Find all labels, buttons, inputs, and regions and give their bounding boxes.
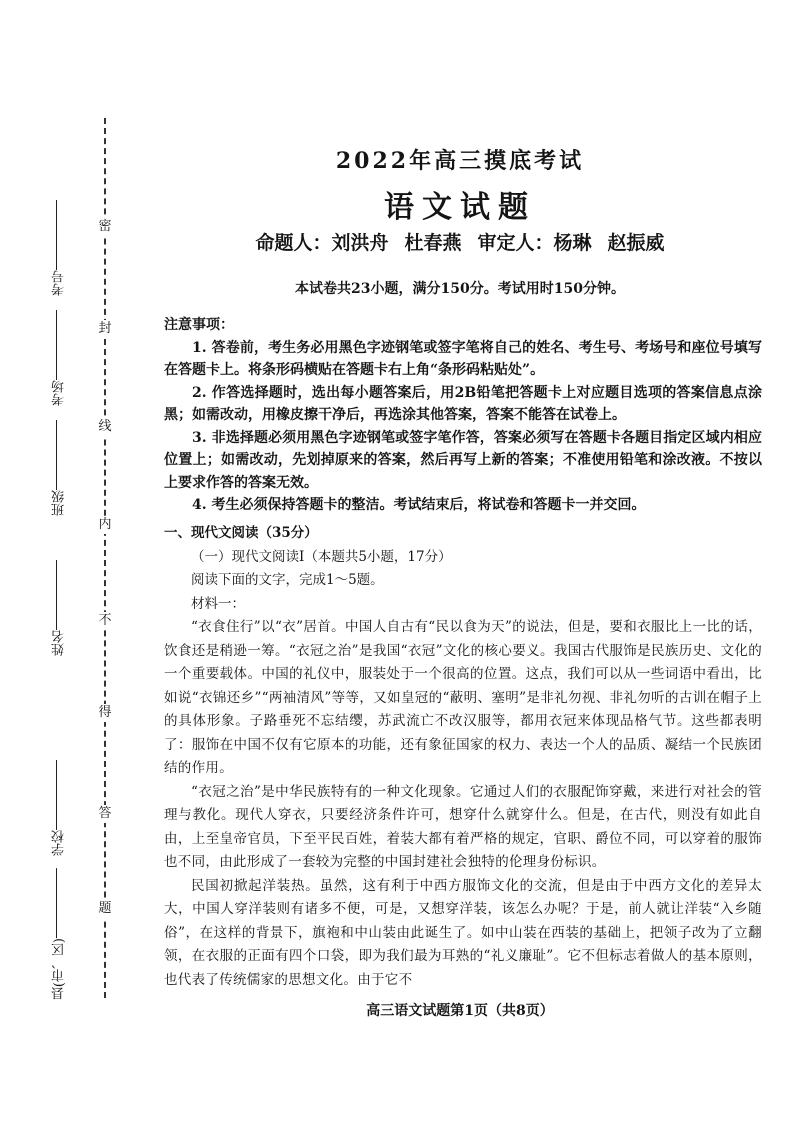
author-2: 杜春燕: [404, 232, 462, 254]
note-item: 2. 作答选择题时，选出每小题答案后，用2B铅笔把答题卡上对应题目选项的答案信息点涂黑；如需改动，用橡皮擦干净后，再选涂其他答案，答案不能答在试卷上。: [164, 384, 762, 423]
paragraph: 民国初掀起洋装热。虽然，这有利于中西方服饰文化的交流，但是由于中西方文化的差异太大，中国人穿洋装则有诸多不便，可是，又想穿洋装，该怎么办呢？于是，前人就让洋装“入乡随俗”，在这样的背景下，旗袍和中山装由此诞生了。如中山装在西装的基础上，把领子改为了立翻领，在衣服的正面有四个口袋，即为我们最为耳熟的“礼义廉耻”。它不但标志着做人的基本原则，也代表了传统儒家的思想文化。由于它不: [164, 877, 762, 988]
exam-info: 本试卷共23小题，满分150分。考试用时150分钟。: [295, 281, 625, 297]
note-item: 3. 非选择题必须用黑色字迹钢笔或签字笔作答，答案必须写在答题卡各题目指定区域内相应位置上；如需改动，先划掉原来的答案，然后再写上新的答案；不准使用铅笔和涂改液。不按以上要求作答的答案无效。: [164, 429, 762, 491]
seal-char: 答: [96, 805, 114, 823]
field-exam-room: 考场: [46, 310, 74, 406]
seal-char: 不: [96, 612, 114, 630]
exam-title: 2022年高三摸底考试: [335, 148, 585, 174]
seal-char: 封: [96, 320, 114, 338]
fill-line: [56, 760, 58, 830]
authors-line: [150, 228, 770, 255]
fill-line: [56, 868, 58, 938]
binding-margin: [0, 0, 135, 1124]
reviewer-2: 赵振威: [607, 232, 665, 254]
section-heading: 一、现代文阅读（35分）: [164, 525, 318, 541]
paragraph: “衣冠之治”是中华民族特有的一种文化现象。它通过人们的衣服配饰穿戴，来进行对社会的管理与教化。现代人穿衣，只要经济条件许可，想穿什么就穿什么。但是，在古代，则没有如此自由，上至皇帝官员，下至平民百姓，着装大都有着严格的规定，官职、爵位不同，可以穿着的服饰也不同，由此形成了一套较为完整的中国封建社会独特的伦理身份标识。: [164, 783, 762, 870]
subject-title: 语文试题: [384, 190, 536, 225]
fill-line: [56, 420, 58, 490]
subsection-heading: （一）现代文阅读Ⅰ（本题共5小题，17分）: [191, 548, 452, 565]
field-county: 县(市、区): [46, 868, 74, 1000]
field-exam-number: 考号: [46, 200, 74, 296]
field-name: 姓名: [46, 560, 74, 656]
field-class: 班级: [46, 420, 74, 516]
instruction: 阅读下面的文字，完成1～5题。: [191, 572, 384, 588]
seal-char: 线: [96, 418, 114, 436]
fill-line: [56, 200, 58, 270]
authors-prefix: 命题人：刘洪舟: [255, 232, 389, 254]
seal-dashed-line: [104, 118, 106, 998]
fill-line: [56, 310, 58, 380]
reviewers-prefix: 审定人：杨琳: [477, 232, 592, 254]
note-item: 4. 考生必须保持答题卡的整洁。考试结束后，将试卷和答题卡一并交回。: [192, 497, 646, 513]
paragraph: “衣食住行”以“衣”居首。中国人自古有“民以食为天”的说法，但是，要和衣服比上一比的话，饮食还是稍逊一筹。“衣冠之治”是我国“衣冠”文化的核心要义。我国古代服饰是民族历史、文化的一个重要载体。中国的礼仪中，服装处于一个很高的位置。这点，我们可以从一些词语中看出，比如说“衣锦还乡”“两袖清风”等等，又如皇冠的“蔽明、塞明”是非礼勿视、非礼勿听的古训在帽子上的具体形象。子路垂死不忘结缨，苏武流亡不改汉服等，都用衣冠来体现品格气节。这些都表明了：服饰在中国不仅有它原本的功能，还有象征国家的权力、表达一个人的品质、凝结一个民族团结的作用。: [164, 619, 762, 776]
material-label: 材料一：: [191, 595, 245, 612]
fill-line: [56, 560, 58, 630]
note-item: 1. 答卷前，考生务必用黑色字迹钢笔或签字笔将自己的姓名、考生号、考场号和座位号填写在答题卡上。将条形码横贴在答题卡右上角“条形码粘贴处”。: [164, 339, 762, 378]
seal-char: 密: [96, 218, 114, 236]
seal-char: 得: [96, 704, 114, 722]
notes-block: [164, 314, 762, 517]
seal-char: 题: [96, 900, 114, 918]
page-footer: 高三语文试题第1页（共8页）: [366, 1003, 554, 1019]
reading-section: [164, 522, 762, 992]
field-school: 学校: [46, 760, 74, 856]
seal-char: 内: [96, 516, 114, 534]
notes-heading: 注意事项：: [164, 317, 234, 333]
